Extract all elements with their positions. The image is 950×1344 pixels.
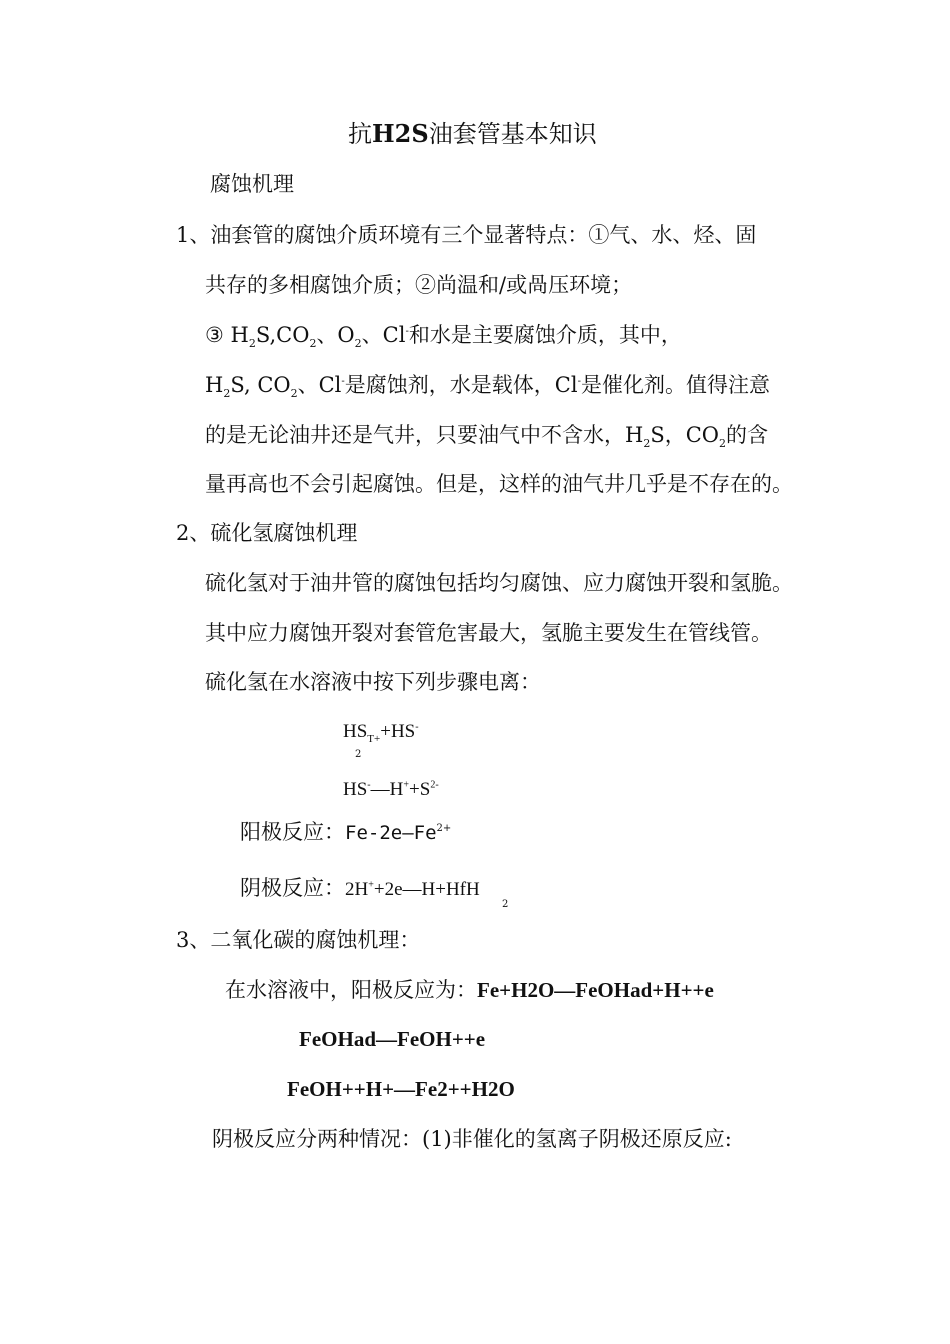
title-bold: H2S: [372, 119, 429, 148]
para2-line1: 硫化氢对于油井管的腐蚀包括均匀腐蚀、应力腐蚀开裂和氢脆。: [205, 571, 793, 595]
para2-line3: 硫化氢在水溶液中按下列步骤电离：: [205, 670, 541, 694]
para1-line4: $H_2S$, $CO_2$、Cl-是腐蚀剂，水是载体，Cl-是催化剂。值得注意: [205, 373, 770, 401]
para1-line2: 共存的多相腐蚀介质；②尚温和/或咼压环境；: [205, 273, 633, 297]
equation-1: $HS_{T+}+HS^-$: [343, 721, 419, 745]
equation-2: $HS^-—H^++S^{2-}$: [343, 779, 439, 800]
para3-equation-3: FeOH++H+—Fe2++H2O: [287, 1077, 515, 1101]
document-title: [348, 120, 597, 148]
para1-line6: 量再高也不会引起腐蚀。但是，这样的油气井几乎是不存在的。: [205, 472, 793, 496]
title-prefix: 抗: [348, 120, 372, 148]
cathode-reaction: 阴极反应：2H++2e—H+HfH: [240, 876, 480, 900]
para3-line1: 在水溶液中，阳极反应为：Fe+H2O—FeOHad+H++e: [225, 978, 714, 1002]
para3-equation-2: FeOHad—FeOH++e: [299, 1027, 486, 1051]
para2-line2: 其中应力腐蚀开裂对套管危害最大，氢脆主要发生在管线管。: [205, 621, 772, 645]
title-suffix: 油套管基本知识: [428, 120, 597, 148]
para3-line4: 阴极反应分两种情况：(1)非催化的氢离子阴极还原反应:: [212, 1127, 732, 1151]
anode-reaction: 阳极反应：$Fe-2e—Fe^{2+}$: [240, 820, 452, 844]
equation-1-subscript: 2: [355, 749, 362, 760]
para1-line5: 的是无论油井还是气井，只要油气中不含水，$H_2S$，$CO_2$的含: [205, 423, 768, 451]
para1-line1: 1、油套管的腐蚀介质环境有三个显著特点：①气、水、烃、固: [176, 223, 757, 247]
para2-heading: 2、硫化氢腐蚀机理: [176, 521, 358, 545]
cathode-subscript: 2: [502, 899, 509, 910]
para1-line3: ③ $H_2S,CO_2$、$O_2$、Cl-和水是主要腐蚀介质，其中，: [205, 323, 682, 351]
section-heading: 腐蚀机理: [210, 172, 294, 196]
para3-heading: 3、二氧化碳的腐蚀机理：: [176, 928, 421, 952]
